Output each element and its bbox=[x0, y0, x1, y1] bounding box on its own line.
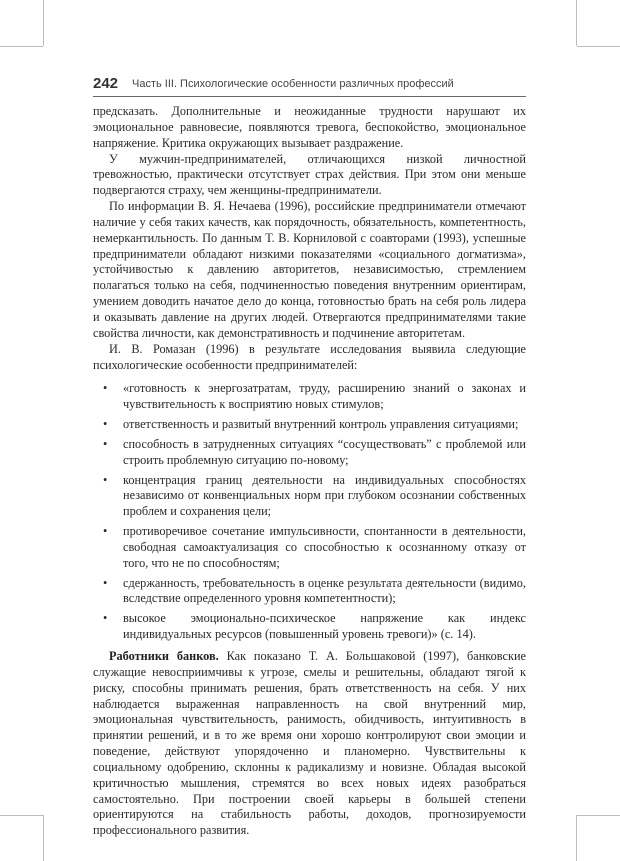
page-number: 242 bbox=[93, 75, 119, 92]
list-item bbox=[93, 576, 526, 608]
list-item-text: способность в затрудненных ситуациях “сосуществовать” с проблемой или строить проблемную ситуацию по-новому; bbox=[123, 436, 526, 467]
bullet-icon: • bbox=[103, 524, 108, 539]
paragraph-continued: предсказать. Дополнительные и неожиданные трудности нарушают их эмоциональное равновесие, появляются тревога, беспокойство, эмоциональное напряжение. Критика окружающих вызывает раздражение. bbox=[93, 104, 526, 150]
list-item bbox=[93, 417, 526, 433]
section-run-in-heading: Работники банков. bbox=[109, 649, 219, 663]
list-item-text: концентрация границ деятельности на индивидуальных способностях независимо от конвенциальных норм при глубоком осознании собственных проблем и сохранения цели; bbox=[123, 472, 526, 519]
list-item-text: ответственность и развитый внутренний контроль управления ситуациями; bbox=[123, 417, 519, 432]
list-item-text: «готовность к энергозатратам, труду, расширению знаний о законах и чувствительность к восприятию новых стимулов; bbox=[123, 381, 526, 412]
list-item bbox=[93, 437, 526, 469]
bank-workers-paragraph bbox=[93, 649, 526, 839]
paragraph: У мужчин-предпринимателей, отличающихся низкой личностной тревожностью, практически отсутствует страх действия. При этом они меньше подвергаются страху, чем женщины-предприниматели. bbox=[93, 151, 526, 198]
crop-mark bbox=[577, 815, 620, 816]
list-item bbox=[93, 381, 526, 413]
paragraph: По информации В. Я. Нечаева (1996), российские предприниматели отмечают наличие у себя таких качеств, как порядочность, обязательность, компетентность, немеркантильность. По данным Т. В. Корниловой с соавторами (1993), успешные предприниматели обладают низкими показателями «социального догматизма», устойчивостью к давлению авторитетов, независимостью, стремлением полагаться только на себя, подчиненностью поведения внутренним ориентирам, умением доводить начатое дело до конца, готовностью брать на себя роль лидера и оказывать давление на других людей. Отвергаются предпринимателями такие свойства личности, как демонстративность и подчинение авторитетам. bbox=[93, 199, 526, 340]
bullet-icon: • bbox=[103, 381, 108, 396]
list-item-text: высокое эмоционально-психическое напряжение как индекс индивидуальных ресурсов (повышенный уровень тревоги)» (с. 14). bbox=[123, 611, 526, 642]
crop-mark bbox=[0, 815, 43, 816]
bullet-list bbox=[93, 381, 526, 643]
crop-mark bbox=[576, 0, 577, 46]
bullet-icon: • bbox=[103, 611, 108, 626]
bullet-icon: • bbox=[103, 417, 108, 432]
page-header bbox=[93, 74, 526, 96]
list-item bbox=[93, 524, 526, 572]
crop-mark bbox=[43, 0, 44, 46]
running-title: Часть III. Психологические особенности различных профессий bbox=[132, 78, 454, 90]
crop-mark bbox=[0, 46, 43, 47]
list-item-text: противоречивое сочетание импульсивности, спонтанности в деятельности, свободная самоактуализация со способностью к осознанному отказу от того, что не по способностям; bbox=[123, 524, 526, 570]
crop-mark bbox=[43, 815, 44, 861]
crop-mark bbox=[577, 46, 620, 47]
list-item bbox=[93, 611, 526, 643]
bullet-icon: • bbox=[103, 436, 108, 451]
list-item bbox=[93, 473, 526, 521]
paragraph: И. В. Ромазан (1996) в результате исследования выявила следующие психологические особенности предпринимателей: bbox=[93, 341, 526, 372]
bullet-icon: • bbox=[103, 575, 108, 590]
page-body bbox=[93, 104, 526, 839]
crop-mark bbox=[576, 815, 577, 861]
header-rule bbox=[93, 96, 526, 97]
list-item-text: сдержанность, требовательность в оценке результата деятельности (видимо, вследствие определенного уровня компетентности); bbox=[123, 575, 526, 606]
bank-workers-text: Как показано Т. А. Большаковой (1997), банковские служащие невосприимчивы к угрозе, смелы и решительны, обладают тягой к риску, способны принимать решения, брать ответственность на себя. У них наблюдается выраженная направленность на свой внутренний мир, эмоциональная чувствительность, ранимость, обидчивость, интуитивность в принятии решений, и в то же время они хорошо контролируют свои эмоции и поведение, действуют упорядоченно и планомерно. Чувствительны к социальному одобрению, склонны к радикализму и новизне. Обладая высокой критичностью мышления, стремятся во всех новых идеях разобраться самостоятельно. При построении своей карьеры в большей степени ориентируются на стабильность работы, доходов, прогнозируемости профессионального развития. bbox=[93, 649, 526, 838]
bullet-icon: • bbox=[103, 472, 108, 487]
